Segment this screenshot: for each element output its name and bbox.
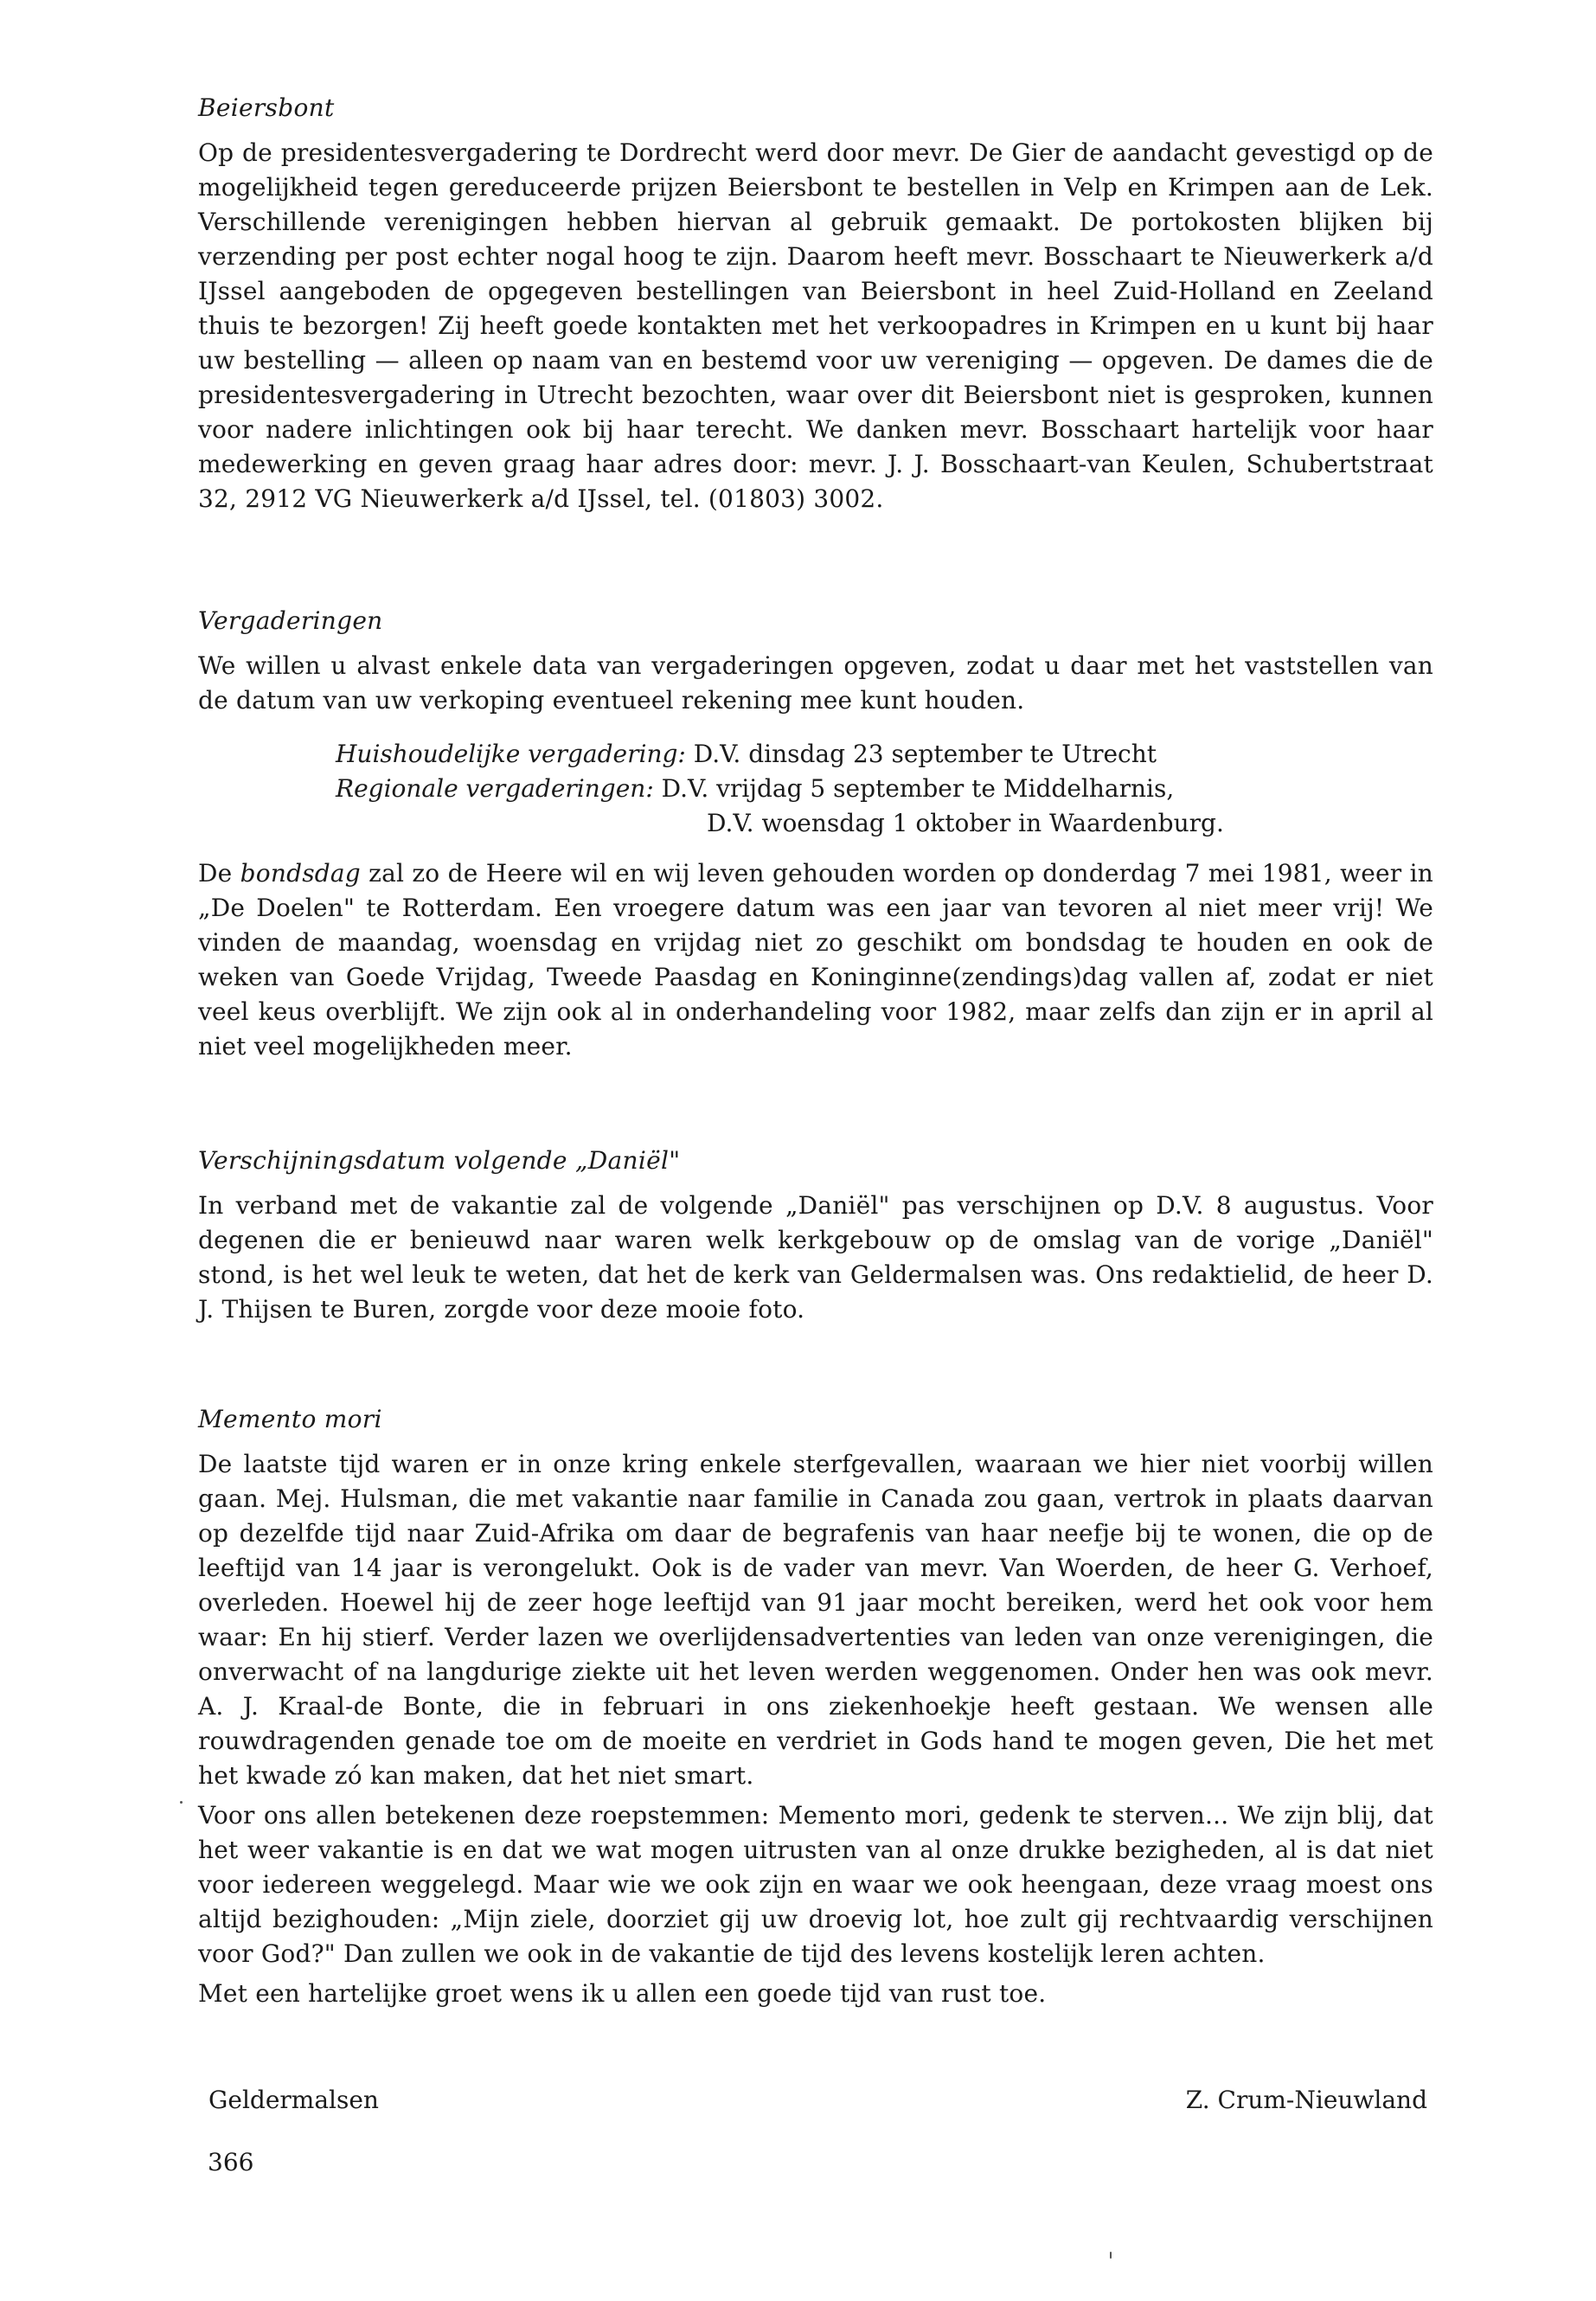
paragraph: Met een hartelijke groet wens ik u allen een goede tijd van rust toe. [198,1979,1047,2008]
paragraph: We willen u alvast enkele data van vergaderingen opgeven, zodat u daar met het vaststellen van de datum van uw verkoping eventueel rekening mee kunt houden. [198,651,1433,715]
section-memento-mori [198,1402,1433,2011]
paragraph: In verband met de vakantie zal de volgende „Daniël" pas verschijnen op D.V. 8 augustus. Voor degenen die er benieuwd naar waren welk kerkgebouw op de omslag van de vorige „Daniël" stond, is het wel leuk te weten, dat het de kerk van Geldermalsen was. Ons redaktielid, de heer D. J. Thijsen te Buren, zorgde voor deze mooie foto. [198,1191,1433,1324]
signature-name: Z. Crum-Nieuwland [1185,2086,1427,2114]
section-verschijningsdatum [198,1144,1433,1327]
section-heading: Memento mori [198,1405,382,1433]
meeting-schedule [198,737,1433,841]
section-heading: Beiersbont [198,93,335,122]
schedule-row: D.V. woensdag 1 oktober in Waardenburg. [707,809,1224,837]
paragraph: Voor ons allen betekenen deze roepstemmen: Memento mori, gedenk te sterven... We zijn blij, dat het weer vakantie is en dat we wat mogen uitrusten van al onze drukke bezigheden, al is dat niet voor iedereen weggelegd. Maar wie we ook zijn en waar we ook heengaan, deze vraag moest ons altijd bezighouden: „Mijn ziele, doorziet gij uw droevig lot, hoe zult gij rechtvaardig verschijnen voor God?" Dan zullen we ook in de vakantie de tijd des levens kostelijk leren achten. [198,1801,1433,1968]
section-heading: Verschijningsdatum volgende „Daniël" [198,1146,681,1175]
paragraph-bondsdag: De bondsdag zal zo de Heere wil en wij leven gehouden worden op donderdag 7 mei 1981, weer in „De Doelen" te Rotterdam. Een vroegere datum was een jaar van tevoren al niet meer vrij! We vinden de maandag, woensdag en vrijdag niet zo geschikt om bondsdag te houden en ook de weken van Goede Vrijdag, Tweede Paasdag en Koninginne(zendings)dag vallen af, zodat er niet veel keus overblijft. We zijn ook al in onderhandeling voor 1982, maar zelfs dan zijn er in april al niet veel mogelijkheden meer. [198,859,1433,1061]
schedule-row: Huishoudelijke vergadering: D.V. dinsdag 23 september te Utrecht [336,740,1157,768]
scan-speck [1110,2252,1112,2259]
schedule-row: Regionale vergaderingen: D.V. vrijdag 5 september te Middelharnis, [336,774,1175,803]
page-number: 366 [208,2148,254,2176]
paragraph: De laatste tijd waren er in onze kring enkele sterfgevallen, waaraan we hier niet voorbij willen gaan. Mej. Hulsman, die met vakantie naar familie in Canada zou gaan, vertrok in plaats daarvan op dezelfde tijd naar Zuid-Afrika om daar de begrafenis van haar neefje bij te wonen, die op de leeftijd van 14 jaar is verongelukt. Ook is de vader van mevr. Van Woerden, de heer G. Verhoef, overleden. Hoewel hij de zeer hoge leeftijd van 91 jaar mocht bereiken, werd het ook voor hem waar: En hij stierf. Verder lazen we overlijdensadvertenties van leden van onze verenigingen, die onverwacht of na langdurige ziekte uit het leven werden weggenomen. Onder hen was ook mevr. A. J. Kraal-de Bonte, die in februari in ons ziekenhoekje heeft gestaan. We wensen alle rouwdragenden genade toe om de moeite en verdriet in Gods hand te mogen geven, Die het met het kwade zó kan maken, dat het niet smart. [198,1450,1433,1790]
paragraph: Op de presidentesvergadering te Dordrecht werd door mevr. De Gier de aandacht gevestigd op de mogelijkheid tegen gereduceerde prijzen Beiersbont te bestellen in Velp en Krimpen aan de Lek. Verschillende verenigingen hebben hiervan al gebruik gemaakt. De portokosten blijken bij verzending per post echter nogal hoog te zijn. Daarom heeft mevr. Bosschaart te Nieuwerkerk a/d IJssel aangeboden de opgegeven bestellingen van Beiersbont in heel Zuid-Holland en Zeeland thuis te bezorgen! Zij heeft goede kontakten met het verkoopadres in Krimpen en u kunt bij haar uw bestelling — alleen op naam van en bestemd voor uw vereniging — opgeven. De dames die de presidentesvergadering in Utrecht bezochten, waar over dit Beiersbont niet is gesproken, kunnen voor nadere inlichtingen ook bij haar terecht. We danken mevr. Bosschaart hartelijk voor haar medewerking en geven graag haar adres door: mevr. J. J. Bosschaart-van Keulen, Schubertstraat 32, 2912 VG Nieuwerkerk a/d IJssel, tel. (01803) 3002. [198,138,1433,513]
section-beiersbont [198,91,1433,516]
section-heading: Vergaderingen [198,606,383,635]
section-vergaderingen [198,604,1433,1064]
signature-place: Geldermalsen [208,2086,379,2114]
scan-speck [180,1801,183,1804]
